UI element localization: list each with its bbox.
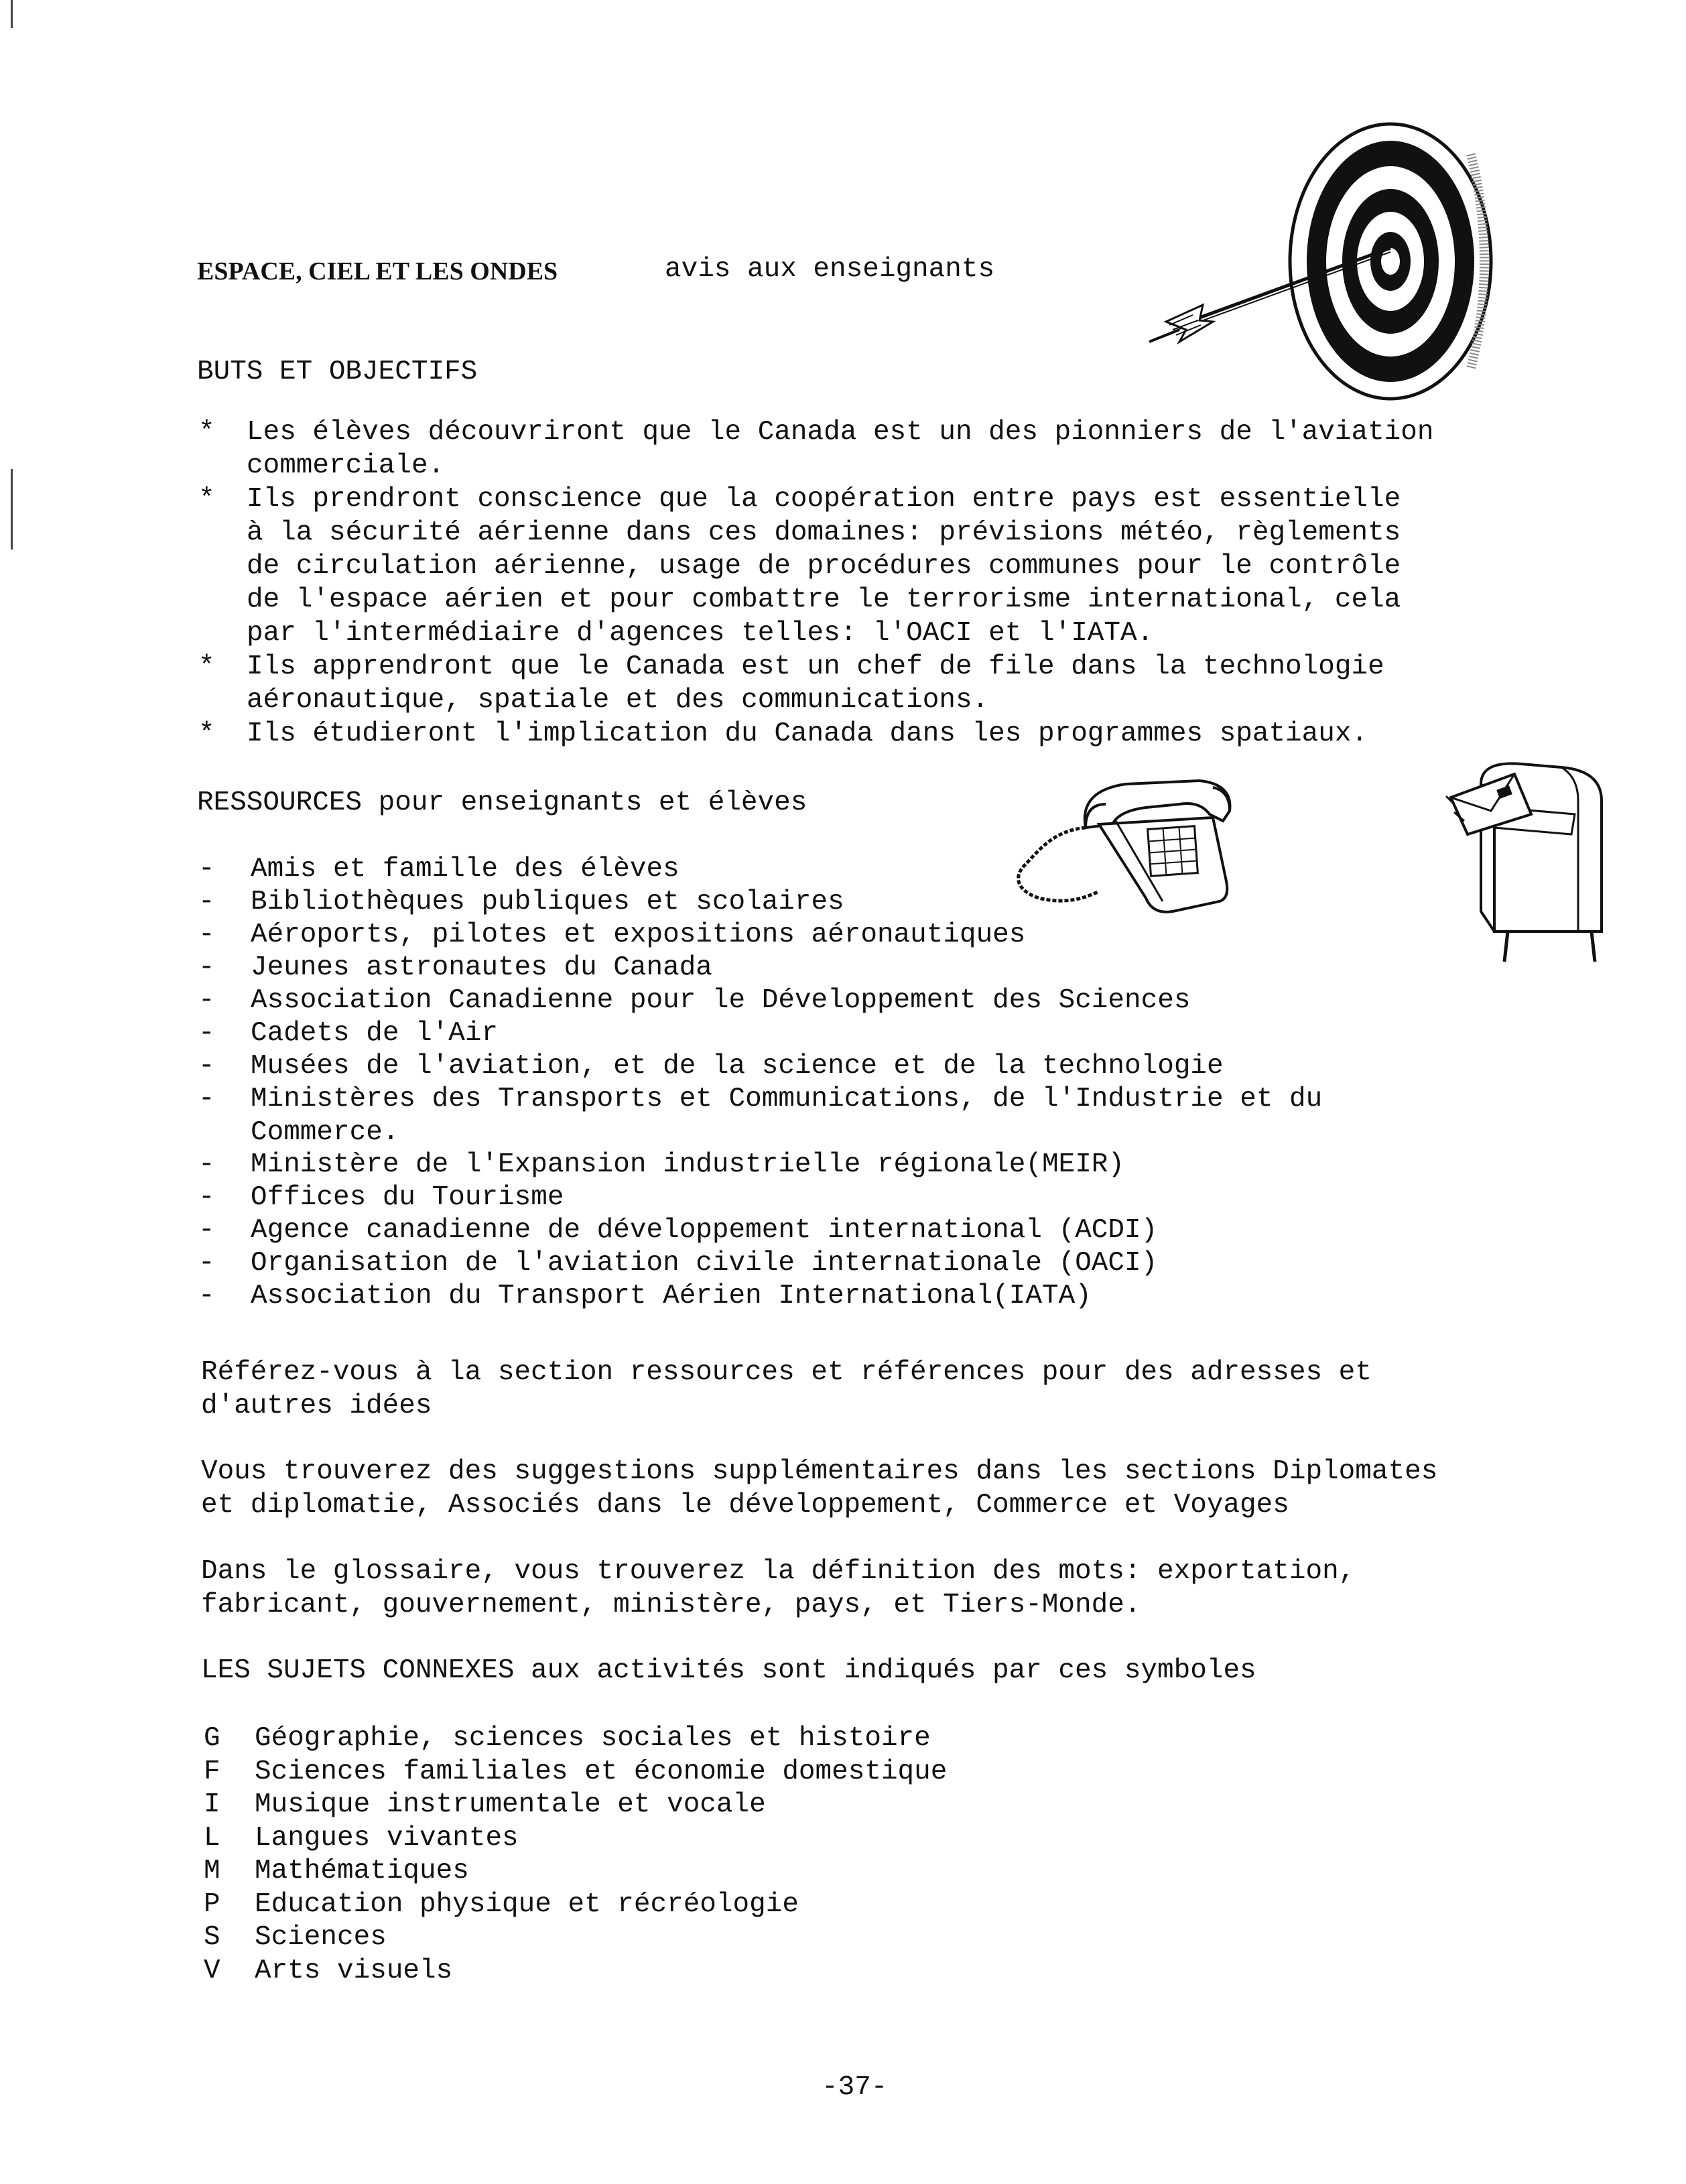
resource-text [251, 951, 712, 984]
resource-line: Amis et famille des élèves [251, 854, 679, 885]
bullet-asterisk: * [198, 417, 215, 448]
document-title: ESPACE, CIEL ET LES ONDES [197, 257, 558, 285]
bullet-dash: - [198, 1018, 215, 1049]
bullet-dash: - [198, 952, 215, 983]
bullet-dash: - [198, 1149, 215, 1180]
objective-line: Ils étudieront l'implication du Canada dans les programmes spatiaux. [247, 718, 1368, 749]
resource-text [251, 1082, 1322, 1149]
resource-line: Agence canadienne de développement international (ACDI) [251, 1215, 1158, 1246]
resources-heading: RESSOURCES pour enseignants et élèves [197, 787, 807, 818]
bullet-asterisk: * [198, 484, 215, 515]
paragraph-glossary [201, 1555, 1355, 1622]
bullet-asterisk: * [198, 651, 215, 682]
telephone-icon [998, 764, 1240, 925]
paragraph-line: Vous trouverez des suggestions supplémentaires dans les sections Diplomates [201, 1456, 1438, 1487]
resource-line: Bibliothèques publiques et scolaires [251, 887, 844, 917]
objective-line: à la sécurité aérienne dans ces domaines: prévisions météo, règlements [247, 517, 1401, 548]
subject-label: Géographie, sciences sociales et histoire [255, 1723, 931, 1754]
objective-text [247, 483, 1401, 650]
resource-line: Aéroports, pilotes et expositions aéronautiques [251, 919, 1026, 950]
objective-line: Les élèves découvriront que le Canada est un des pionniers de l'aviation [247, 417, 1434, 448]
subject-code: F [204, 1756, 220, 1787]
subjects-heading: LES SUJETS CONNEXES aux activités sont indiqués par ces symboles [201, 1655, 1256, 1686]
objective-text [247, 415, 1434, 483]
dartboard-with-arrow-icon [1086, 94, 1528, 402]
objective-line: commerciale. [247, 450, 445, 481]
subject-code: L [204, 1823, 220, 1854]
bullet-dash: - [198, 1182, 215, 1213]
subject-label: Sciences familiales et économie domestique [255, 1756, 948, 1787]
subject-label: Sciences [255, 1922, 387, 1953]
resource-line: Association du Transport Aérien International(IATA) [251, 1281, 1092, 1311]
objective-line: de l'espace aérien et pour combattre le terrorisme international, cela [247, 584, 1401, 615]
objective-line: Ils prendront conscience que la coopération entre pays est essentielle [247, 484, 1401, 515]
objective-text [247, 650, 1384, 717]
bullet-dash: - [198, 1281, 215, 1311]
paragraph-line: Référez-vous à la section ressources et références pour des adresses et [201, 1357, 1372, 1388]
resource-line: Commerce. [251, 1117, 399, 1148]
resource-line: Association Canadienne pour le Développement des Sciences [251, 985, 1191, 1016]
subject-code: G [204, 1723, 220, 1754]
page-number: -37- [822, 2072, 888, 2103]
resource-text [251, 1148, 1124, 1181]
paragraph-references [201, 1356, 1372, 1423]
resource-text [251, 1017, 498, 1050]
objective-line: par l'intermédiaire d'agences telles: l'OACI et l'IATA. [247, 618, 1154, 649]
resource-text [251, 1246, 1157, 1280]
bullet-dash: - [198, 1051, 215, 1082]
paragraph-suggestions [201, 1455, 1437, 1522]
subject-label: Langues vivantes [255, 1823, 519, 1854]
resource-text [251, 918, 1025, 952]
subject-code: S [204, 1922, 220, 1953]
bullet-dash: - [198, 1248, 215, 1279]
resource-text [251, 984, 1190, 1017]
objective-line: aéronautique, spatiale et des communications. [247, 685, 989, 716]
resource-line: Ministères des Transports et Communications, de l'Industrie et du [251, 1084, 1323, 1114]
resource-text [251, 852, 679, 886]
resource-line: Ministère de l'Expansion industrielle régionale(MEIR) [251, 1149, 1125, 1180]
bullet-dash: - [198, 854, 215, 885]
resource-line: Cadets de l'Air [251, 1018, 499, 1049]
margin-mark [11, 469, 13, 550]
subject-label: Arts visuels [255, 1955, 453, 1986]
resource-line: Musées de l'aviation, et de la science et de la technologie [251, 1051, 1224, 1082]
subject-code: I [204, 1789, 220, 1820]
resource-text [251, 1049, 1224, 1083]
resource-line: Offices du Tourisme [251, 1182, 564, 1213]
bullet-asterisk: * [198, 718, 215, 749]
bullet-dash: - [198, 887, 215, 917]
resource-line: Jeunes astronautes du Canada [251, 952, 712, 983]
resource-text [251, 1279, 1092, 1313]
subject-label: Mathématiques [255, 1856, 469, 1886]
resource-text [251, 885, 844, 919]
subject-code: M [204, 1856, 220, 1886]
subject-code: P [204, 1889, 220, 1920]
subject-label: Musique instrumentale et vocale [255, 1789, 766, 1820]
bullet-dash: - [198, 919, 215, 950]
objective-line: de circulation aérienne, usage de procédures communes pour le contrôle [247, 551, 1401, 582]
document-subtitle: avis aux enseignants [665, 254, 995, 285]
bullet-dash: - [198, 985, 215, 1016]
paragraph-line: fabricant, gouvernement, ministère, pays, et Tiers-Monde. [201, 1590, 1141, 1620]
margin-mark [11, 0, 13, 28]
resource-text [251, 1181, 564, 1214]
resource-text [251, 1214, 1157, 1247]
paragraph-line: et diplomatie, Associés dans le développement, Commerce et Voyages [201, 1490, 1289, 1521]
bullet-dash: - [198, 1215, 215, 1246]
subject-label: Education physique et récréologie [255, 1889, 799, 1920]
mailbox-icon [1441, 757, 1615, 965]
paragraph-line: d'autres idées [201, 1391, 432, 1421]
resource-line: Organisation de l'aviation civile internationale (OACI) [251, 1248, 1158, 1279]
bullet-dash: - [198, 1084, 215, 1114]
paragraph-line: Dans le glossaire, vous trouverez la définition des mots: exportation, [201, 1556, 1356, 1587]
subject-code: V [204, 1955, 220, 1986]
objective-text [247, 717, 1368, 751]
objective-line: Ils apprendront que le Canada est un chef de file dans la technologie [247, 651, 1384, 682]
objectives-heading: BUTS ET OBJECTIFS [197, 357, 478, 387]
